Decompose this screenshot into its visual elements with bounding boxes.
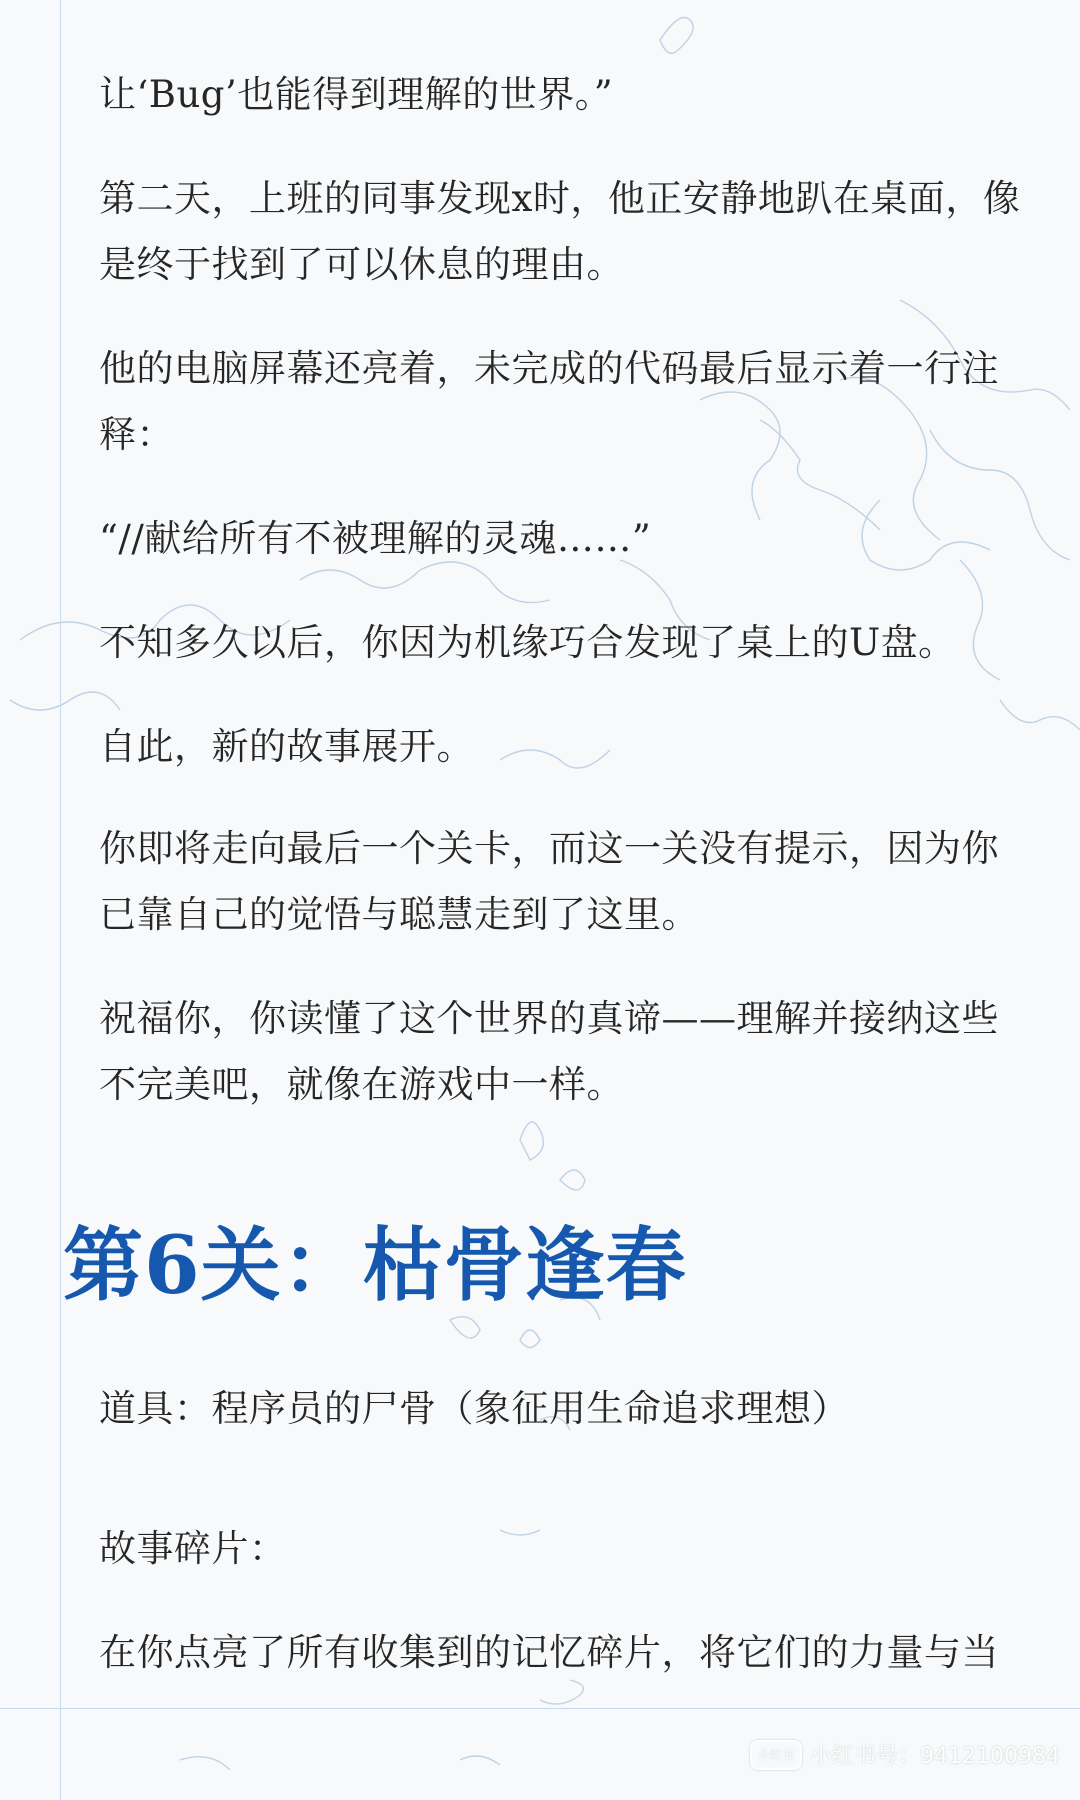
paragraph: 不知多久以后，你因为机缘巧合发现了桌上的U盘。	[99, 621, 956, 664]
paragraph: 你即将走向最后一个关卡，而这一关没有提示，因为你已靠自己的觉悟与聪慧走到了这里。	[99, 827, 999, 936]
story-label: 故事碎片：	[99, 1527, 287, 1570]
paragraph: 第二天，上班的同事发现x时，他正安静地趴在桌面，像是终于找到了可以休息的理由。	[99, 177, 1021, 286]
watermark-logo: 小红书	[750, 1740, 802, 1770]
bottom-rule	[0, 1708, 1080, 1709]
paragraph: 祝福你，你读懂了这个世界的真谛——理解并接纳这些不完美吧，就像在游戏中一样。	[99, 997, 999, 1106]
paragraph: 自此，新的故事展开。	[99, 725, 474, 768]
left-margin-rule	[60, 0, 61, 1800]
paragraph: 他的电脑屏幕还亮着，未完成的代码最后显示着一行注释：	[99, 347, 999, 456]
item-line: 道具：程序员的尸骨（象征用生命追求理想）	[99, 1387, 849, 1430]
paragraph: 让‘Bug’也能得到理解的世界。”	[99, 73, 614, 116]
paragraph: 在你点亮了所有收集到的记忆碎片，将它们的力量与当	[99, 1631, 999, 1674]
watermark	[750, 1739, 1060, 1770]
watermark-account: 小红书号：9412100984	[810, 1744, 1060, 1769]
paragraph: “//献给所有不被理解的灵魂……”	[99, 517, 652, 560]
level-heading: 第6关：枯骨逢春	[63, 1218, 687, 1312]
